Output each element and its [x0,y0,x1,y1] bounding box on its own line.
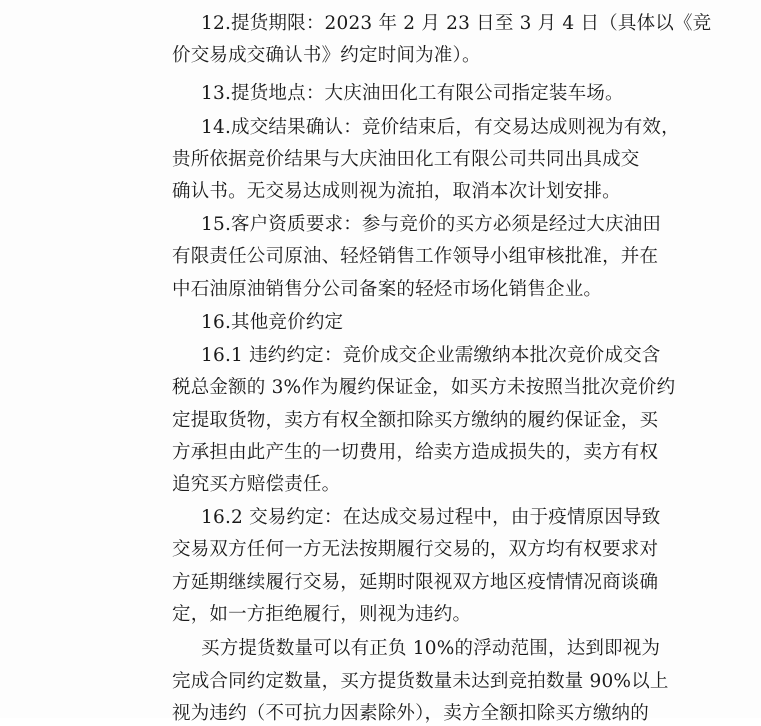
text-line: 定提取货物，卖方有权全额扣除买方缴纳的履约保证金，买 [172,410,659,431]
text-line: 有限责任公司原油、轻烃销售工作领导小组审核批准，并在 [172,246,659,267]
text-line: 方承担由此产生的一切费用，给卖方造成损失的，卖方有权 [172,442,659,463]
text-line: 完成合同约定数量，买方提货数量未达到竞拍数量 90%以上 [172,671,669,692]
text-line: 追究买方赔偿责任。 [172,474,341,495]
text-line: 交易双方任何一方无法按期履行交易的，双方均有权要求对 [172,539,659,560]
text-line: 定，如一方拒绝履行，则视为违约。 [172,604,472,625]
text-line: 确认书。无交易达成则视为流拍，取消本次计划安排。 [172,181,621,202]
text-line: 中石油原油销售分公司备案的轻烃市场化销售企业。 [172,279,603,300]
text-line: 16.1 违约约定：竞价成交企业需缴纳本批次竞价成交含 [201,345,661,366]
text-line: 15.客户资质要求：参与竞价的买方必须是经过大庆油田 [201,214,662,235]
text-line: 16.2 交易约定：在达成交易过程中，由于疫情原因导致 [201,507,661,528]
text-line: 14.成交结果确认：竞价结束后，有交易达成则视为有效， [201,117,680,138]
text-line: 税总金额的 3%作为履约保证金，如买方未按照当批次竞价约 [172,377,676,398]
text-line: 方延期继续履行交易，延期时限视双方地区疫情情况商谈确 [172,572,659,593]
text-line: 贵所依据竞价结果与大庆油田化工有限公司共同出具成交 [172,149,640,170]
text-line: 13.提货地点：大庆油田化工有限公司指定装车场。 [201,83,624,104]
text-line: 视为违约（不可抗力因素除外），卖方全额扣除买方缴纳的 [172,703,649,724]
text-line: 12.提货期限：2023 年 2 月 23 日至 3 月 4 日（具体以《竞 [201,13,712,34]
section-heading: 16.其他竞价约定 [201,312,344,333]
text-line: 价交易成交确认书》约定时间为准）。 [172,45,481,66]
text-line: 买方提货数量可以有正负 10%的浮动范围，达到即视为 [201,638,661,659]
